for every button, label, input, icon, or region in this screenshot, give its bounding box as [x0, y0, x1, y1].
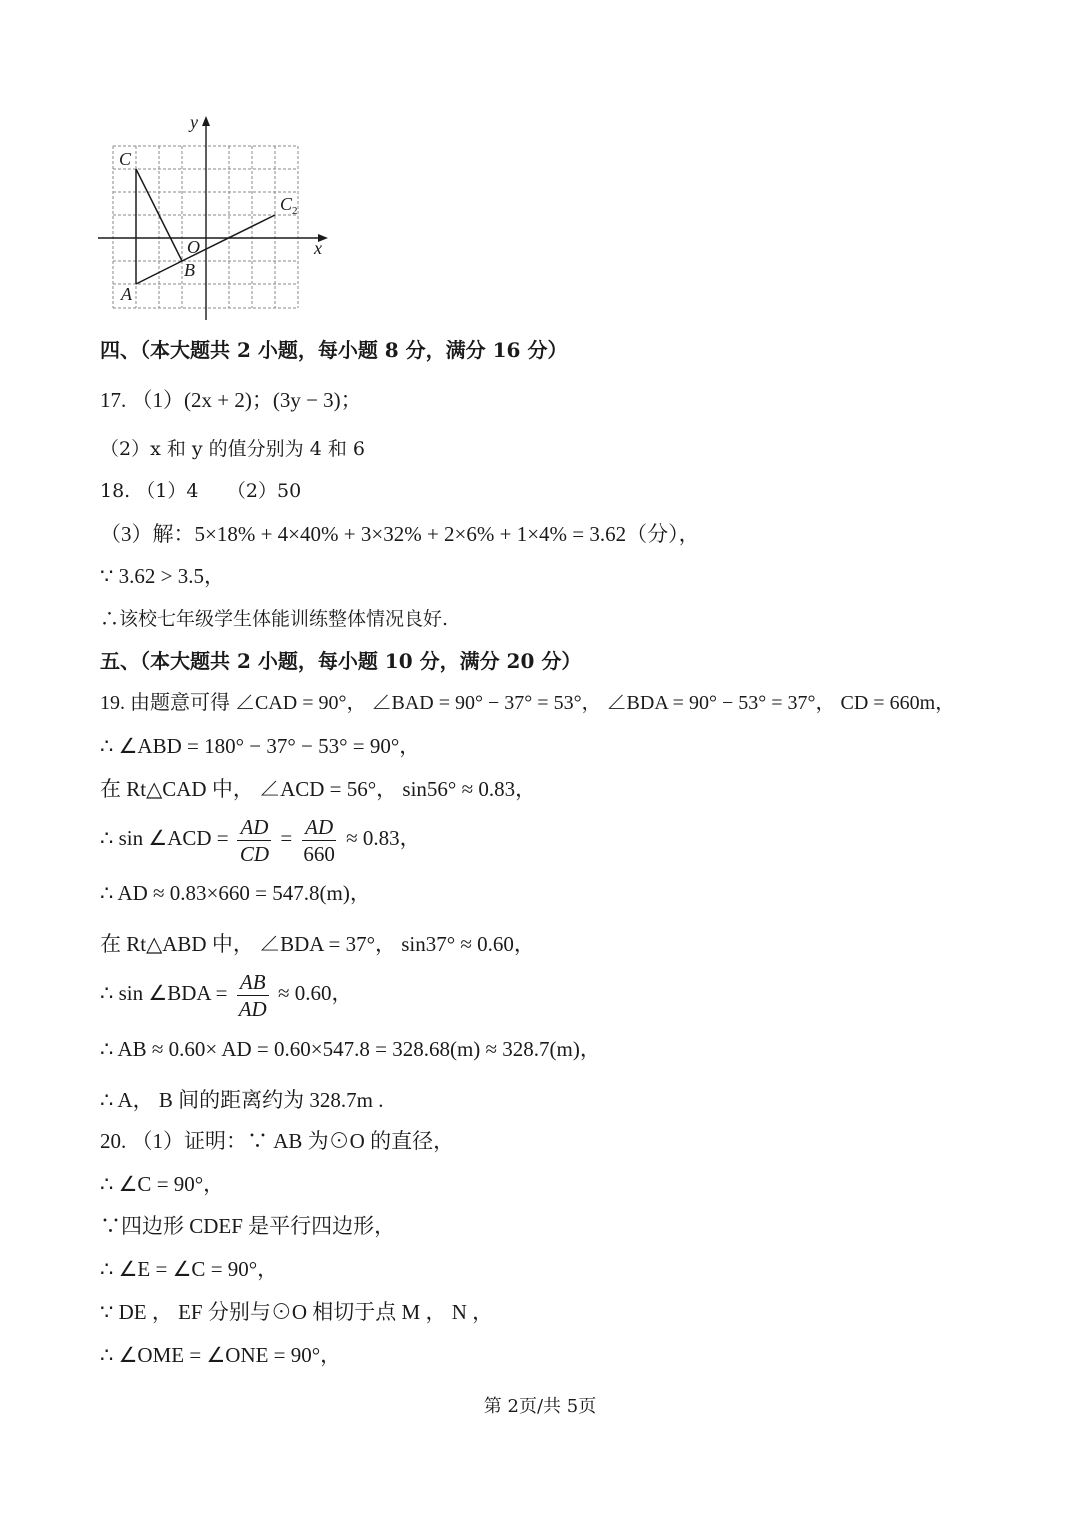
q18-part3: （3）解：5×18% + 4×40% + 3×32% + 2×6% + 1×4% = 3.62（分）， [100, 522, 700, 546]
q17-part2: （2）x 和 y 的值分别为 4 和 6 [100, 438, 365, 460]
point-a-label: A [121, 284, 132, 304]
q20-tangent: ∵ DE ， EF 分别与⊙O 相切于点 M ， N ， [100, 1300, 494, 1324]
q20-angle-ome: ∴ ∠OME = ∠ONE = 90°， [100, 1343, 342, 1367]
fraction-numerator: AD [237, 814, 271, 841]
q19-angle-abd: ∴ ∠ABD = 180° − 37° − 53° = 90°， [100, 734, 421, 758]
q18-parts-1-2: 18. （1）4 （2）50 [100, 480, 302, 502]
x-axis-label: x [314, 238, 322, 258]
y-axis-label: y [190, 112, 198, 132]
equals-sign: = [280, 826, 293, 850]
page-footer: 第 2页/共 5页 [483, 1396, 597, 1417]
q19-triangle-abd: 在 Rt△ABD 中， ∠BDA = 37°， sin37° ≈ 0.60， [100, 932, 535, 956]
q18-conclusion: ∴该校七年级学生体能训练整体情况良好. [100, 608, 449, 630]
q19-sin-acd-suffix: ≈ 0.83， [346, 826, 421, 850]
q20-proof-start: 20. （1）证明：∵ AB 为⊙O 的直径， [100, 1129, 455, 1153]
q19-sin-acd [100, 809, 421, 867]
fraction-numerator: AB [237, 969, 269, 996]
fraction-ab-ad [236, 969, 270, 1022]
fraction-ad-660 [300, 814, 338, 867]
q17-part1: 17. （1）(2x + 2)；(3y − 3)； [100, 388, 362, 412]
q19-triangle-cad: 在 Rt△CAD 中， ∠ACD = 56°， sin56° ≈ 0.83， [100, 777, 537, 801]
section-five-heading: 五、（本大题共 2 小题，每小题 10 分，满分 20 分） [100, 649, 582, 673]
q19-given: 19. 由题意可得 ∠CAD = 90°， ∠BAD = 90° − 37° = 53°， ∠BDA = 90° − 53° = 37°， CD = 660m， [100, 692, 956, 714]
q19-sin-bda [100, 964, 353, 1022]
fraction-ad-cd [237, 814, 272, 867]
section-four-heading: 四、（本大题共 2 小题，每小题 8 分，满分 16 分） [100, 338, 568, 362]
fraction-denominator: CD [239, 841, 270, 866]
q18-because: ∵ 3.62 > 3.5， [100, 564, 225, 588]
q19-sin-bda-prefix: ∴ sin ∠BDA = [100, 981, 228, 1005]
q19-ab-value: ∴ AB ≈ 0.60× AD = 0.60×547.8 = 328.68(m) ≈ 328.7(m)， [100, 1037, 601, 1061]
q19-conclusion: ∴ A， B 间的距离约为 328.7m . [100, 1088, 384, 1112]
origin-label: O [187, 237, 200, 257]
point-c2-letter: C [280, 194, 293, 214]
q20-angle-e: ∴ ∠E = ∠C = 90°， [100, 1257, 279, 1281]
q19-sin-acd-prefix: ∴ sin ∠ACD = [100, 826, 229, 850]
fraction-denominator: 660 [303, 841, 335, 866]
q20-parallelogram: ∵四边形 CDEF 是平行四边形， [100, 1214, 396, 1238]
coordinate-figure [90, 108, 340, 323]
fraction-numerator: AD [302, 814, 336, 841]
point-c2-subscript: 2 [292, 205, 298, 217]
q20-angle-c: ∴ ∠C = 90°， [100, 1172, 225, 1196]
axes [98, 116, 328, 320]
fraction-denominator: AD [238, 996, 267, 1021]
point-c2-label [280, 194, 298, 217]
point-b-label: B [184, 260, 195, 280]
q19-ad-value: ∴ AD ≈ 0.83×660 = 547.8(m)， [100, 881, 371, 905]
q19-sin-bda-suffix: ≈ 0.60， [277, 981, 353, 1005]
point-c-label: C [119, 149, 132, 169]
